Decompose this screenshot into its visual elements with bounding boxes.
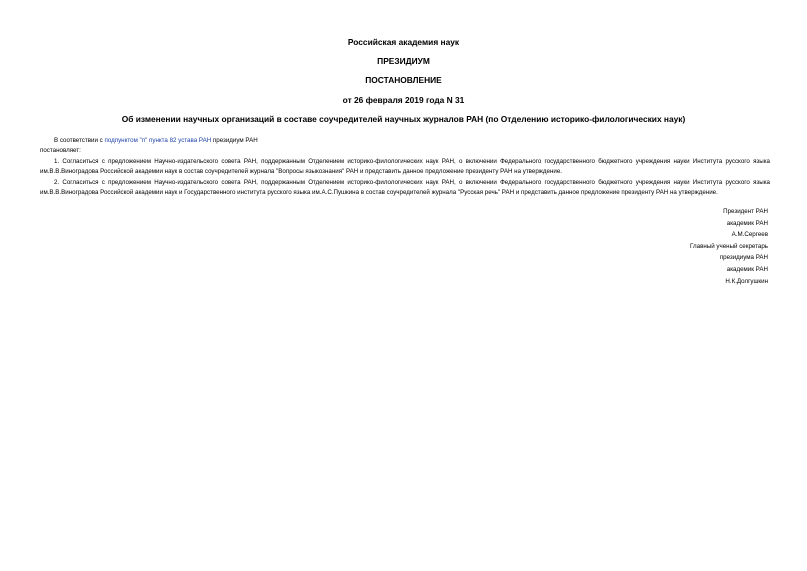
signature-line: А.М.Сергеев [731, 231, 768, 239]
signature-line: Главный ученый секретарь [690, 242, 768, 250]
signature-line: президиума РАН [719, 254, 768, 262]
signature-line: академик РАН [726, 265, 768, 273]
organization-name: Российская академия наук [347, 37, 460, 47]
signature-line: Президент РАН [723, 208, 768, 215]
signature-line: Н.К.Долгушкин [725, 277, 768, 285]
issuing-body: ПРЕЗИДИУМ [377, 56, 430, 66]
document-body [40, 136, 770, 198]
document-date-number: от 26 февраля 2019 года N 31 [342, 95, 465, 105]
intro-prefix: В соответствии с [54, 137, 105, 144]
charter-link[interactable]: подпунктом "п" пункта 82 устава РАН [104, 137, 212, 144]
document-title: Об изменении научных организаций в составе соучредителей научных журналов РАН (по Отделению историко-филологических наук) [121, 114, 686, 124]
intro-suffix: президиум РАН [211, 137, 258, 144]
resolves-line: постановляет: [40, 147, 81, 155]
signature-line: академик РАН [726, 219, 768, 227]
signature-block [568, 206, 768, 287]
intro-paragraph [40, 136, 770, 146]
paragraph-2: 2. Согласиться с предложением Научно-издательского совета РАН, поддержанным Отделением историко-филологических наук РАН, о включении Федерального государственного бюджетного учреждения науки Института русского языка им.В.В.Виноградова Российской академии наук и Государственного института русского языка им.А.С.Пушкина в состав соучредителей журнала "Русская речь" РАН и представить данное предложение президенту РАН на утверждение. [40, 178, 770, 197]
paragraph-1: 1. Согласиться с предложением Научно-издательского совета РАН, поддержанным Отделением историко-филологических наук РАН, о включении Федерального государственного бюджетного учреждения науки Института русского языка им.В.В.Виноградова Российской академии наук в состав соучредителей журнала "Вопросы языкознания" РАН и представить данное предложение президенту РАН на утверждение. [40, 157, 770, 176]
document-type: ПОСТАНОВЛЕНИЕ [365, 75, 442, 85]
